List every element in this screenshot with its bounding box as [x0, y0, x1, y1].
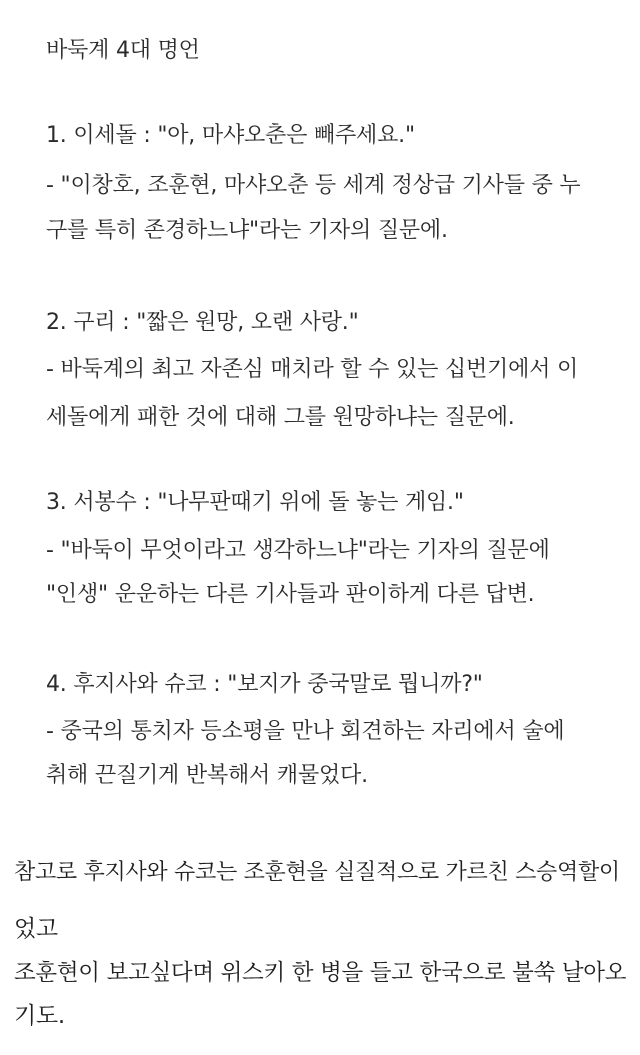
page-title: 바둑계 4대 명언: [46, 38, 200, 63]
footnote-line: 조훈현이 보고싶다며 위스키 한 병을 들고 한국으로 불쑥 날아오: [14, 960, 627, 986]
quote-heading: 4. 후지사와 슈코 : "보지가 중국말로 뭡니까?": [46, 672, 483, 697]
quote-description: - 바둑계의 최고 자존심 매치라 할 수 있는 십번기에서 이: [46, 357, 579, 382]
quote-heading: 3. 서봉수 : "나무판때기 위에 돌 놓는 게임.": [46, 490, 464, 515]
quote-description: "인생" 운운하는 다른 기사들과 판이하게 다른 답변.: [46, 582, 535, 607]
quote-description: - "바둑이 무엇이라고 생각하느냐"라는 기자의 질문에: [46, 538, 550, 563]
footnote-line: 기도.: [14, 1003, 65, 1029]
quote-description: 세돌에게 패한 것에 대해 그를 원망하냐는 질문에.: [46, 405, 515, 430]
footnote-line: 었고: [14, 916, 58, 942]
quote-description: 구를 특히 존경하느냐"라는 기자의 질문에.: [46, 218, 448, 243]
quote-heading: 2. 구리 : "짧은 원망, 오랜 사랑.": [46, 310, 359, 335]
quote-description: - "이창호, 조훈현, 마샤오춘 등 세계 정상급 기사들 중 누: [46, 173, 581, 198]
quote-description: - 중국의 통치자 등소평을 만나 회견하는 자리에서 술에: [46, 719, 565, 744]
quote-heading: 1. 이세돌 : "아, 마샤오춘은 빼주세요.": [46, 123, 415, 148]
footnote-line: 참고로 후지사와 슈코는 조훈현을 실질적으로 가르친 스승역할이: [14, 860, 620, 885]
quote-description: 취해 끈질기게 반복해서 캐물었다.: [46, 763, 368, 788]
